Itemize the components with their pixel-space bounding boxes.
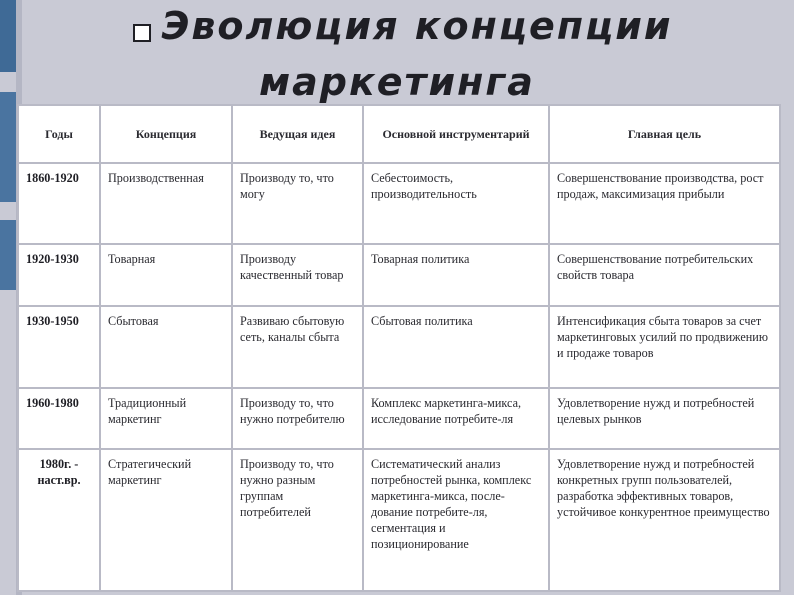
- cell-concept: Стратегический маркетинг: [100, 449, 232, 591]
- cell-years: 1860-1920: [18, 163, 100, 244]
- table-row: [18, 388, 780, 449]
- cell-main-tools: Комплекс маркетинга-микса, исследование потребите-ля: [363, 388, 549, 449]
- header-concept: Концепция: [100, 105, 232, 163]
- table-header-row: [18, 105, 780, 163]
- marketing-evolution-table: [17, 104, 781, 592]
- cell-leading-idea: Развиваю сбытовую сеть, каналы сбыта: [232, 306, 363, 388]
- cell-concept: Сбытовая: [100, 306, 232, 388]
- cell-years: 1930-1950: [18, 306, 100, 388]
- cell-leading-idea: Производу то, что могу: [232, 163, 363, 244]
- table-row: [18, 306, 780, 388]
- slide-title-line-1: Эволюция концепции: [161, 4, 673, 48]
- header-leading-idea: Ведущая идея: [232, 105, 363, 163]
- cell-main-tools: Товарная политика: [363, 244, 549, 306]
- cell-main-goal: Совершенствование потребительских свойств товара: [549, 244, 780, 306]
- header-main-goal: Главная цель: [549, 105, 780, 163]
- cell-main-goal: Интенсификация сбыта товаров за счет маркетинговых усилий по продвижению и продаже товаров: [549, 306, 780, 388]
- accent-bar-lower: [0, 220, 16, 290]
- cell-main-goal: Удовлетворение нужд и потребностей конкретных групп пользователей, разработка эффективных товаров, устойчивое конкурентное преимущество: [549, 449, 780, 591]
- cell-main-tools: Систематический анализ потребностей рынка, комплекс маркетинга-микса, после-дование потребите-ля, сегментация и позиционирование: [363, 449, 549, 591]
- cell-years: 1920-1930: [18, 244, 100, 306]
- table-row: [18, 244, 780, 306]
- cell-main-goal: Совершенствование производства, рост продаж, максимизация прибыли: [549, 163, 780, 244]
- cell-concept: Производственная: [100, 163, 232, 244]
- table-row: [18, 163, 780, 244]
- cell-main-goal: Удовлетворение нужд и потребностей целевых рынков: [549, 388, 780, 449]
- cell-main-tools: Сбытовая политика: [363, 306, 549, 388]
- cell-leading-idea: Производу качественный товар: [232, 244, 363, 306]
- header-years: Годы: [18, 105, 100, 163]
- slide-title-line-2: маркетинга: [259, 60, 535, 104]
- cell-years: 1980г. - наст.вр.: [18, 449, 100, 591]
- header-main-tools: Основной инструментарий: [363, 105, 549, 163]
- table-row: [18, 449, 780, 591]
- cell-concept: Товарная: [100, 244, 232, 306]
- cell-concept: Традиционный маркетинг: [100, 388, 232, 449]
- cell-leading-idea: Производу то, что нужно потребителю: [232, 388, 363, 449]
- accent-bar-middle: [0, 92, 16, 202]
- cell-leading-idea: Производу то, что нужно разным группам потребителей: [232, 449, 363, 591]
- cell-years: 1960-1980: [18, 388, 100, 449]
- cell-main-tools: Себестоимость, производительность: [363, 163, 549, 244]
